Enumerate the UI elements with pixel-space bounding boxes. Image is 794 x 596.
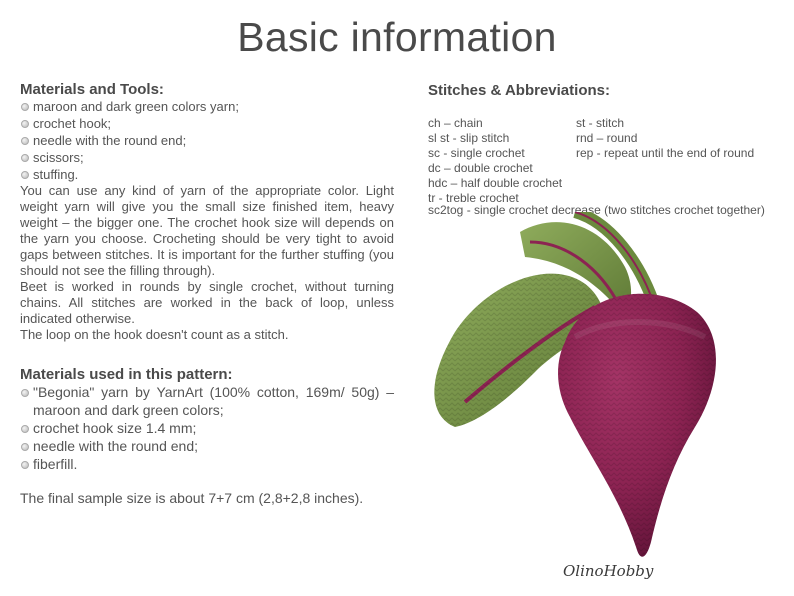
materials-used-list bbox=[20, 383, 394, 473]
list-item: scissors; bbox=[20, 149, 394, 166]
list-item: crochet hook size 1.4 mm; bbox=[20, 419, 394, 437]
list-item: crochet hook; bbox=[20, 115, 394, 132]
abbreviation-item: rep - repeat until the end of round bbox=[576, 146, 755, 160]
olinohobby-logo: OlinoHobby bbox=[563, 562, 654, 580]
abbreviation-item: sl st - slip stitch bbox=[428, 131, 510, 145]
abbreviation-item: ch – chain bbox=[428, 116, 483, 130]
crochet-beet-photo bbox=[425, 212, 794, 596]
final-size-text: The final sample size is about 7+7 cm (2,8+2,8 inches). bbox=[20, 490, 364, 506]
beet-root bbox=[558, 294, 716, 557]
list-item: "Begonia" yarn by YarnArt (100% cotton, 169m/ 50g) – maroon and dark green colors; bbox=[20, 383, 394, 419]
abbreviation-item: hdc – half double crochet bbox=[428, 176, 563, 190]
abbreviations-column-2 bbox=[576, 116, 786, 161]
abbreviation-item: sc - single crochet bbox=[428, 146, 525, 160]
right-column bbox=[428, 82, 788, 217]
materials-tools-heading: Materials and Tools: bbox=[20, 81, 164, 98]
list-item: stuffing. bbox=[20, 166, 394, 183]
abbreviation-item: dc – double crochet bbox=[428, 161, 533, 175]
page-title: Basic information bbox=[237, 14, 557, 60]
abbreviation-item: tr - treble crochet bbox=[428, 191, 519, 205]
loop-note: The loop on the hook doesn't count as a stitch. bbox=[20, 327, 289, 342]
list-item: needle with the round end; bbox=[20, 437, 394, 455]
yarn-paragraph: You can use any kind of yarn of the appropriate color. Light weight yarn will give you the small size finished item, heavy weight – the bigger one. The crochet hook size will depends on the yarn you choose. Crocheting should be very tight to avoid gaps between stitches. It is important for the further stuffing (you should not see the filling through). bbox=[20, 183, 394, 278]
list-item: needle with the round end; bbox=[20, 132, 394, 149]
abbreviations-heading: Stitches & Abbreviations: bbox=[428, 82, 610, 99]
left-column bbox=[20, 81, 394, 507]
abbreviation-item: rnd – round bbox=[576, 131, 638, 145]
materials-tools-list bbox=[20, 98, 394, 183]
materials-used-heading: Materials used in this pattern: bbox=[20, 366, 233, 383]
list-item: maroon and dark green colors yarn; bbox=[20, 98, 394, 115]
abbreviation-item: st - stitch bbox=[576, 116, 625, 130]
abbreviation-item-sc2tog: sc2tog - single crochet decrease (two stitches crochet together) bbox=[428, 203, 765, 217]
beet-paragraph: Beet is worked in rounds by single crochet, without turning chains. All stitches are worked in the back of loop, unless indicated otherwise. bbox=[20, 279, 394, 326]
list-item: fiberfill. bbox=[20, 455, 394, 473]
